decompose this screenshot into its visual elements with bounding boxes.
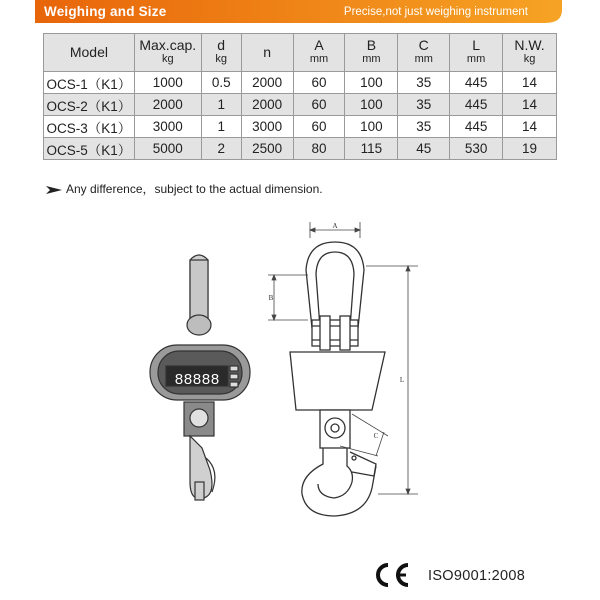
crane-scale-side-view	[290, 242, 385, 516]
header-cell: n	[241, 34, 293, 72]
spec-table	[43, 33, 557, 160]
header-cell: A mm	[293, 34, 345, 72]
table-row	[44, 116, 557, 138]
header-cell: L mm	[450, 34, 503, 72]
header-cell: B mm	[345, 34, 398, 72]
table-cell: 35	[398, 116, 450, 138]
table-header-row	[44, 34, 557, 72]
table-cell: 2000	[134, 94, 201, 116]
header-cell: Model	[44, 34, 135, 72]
table-cell: 2000	[241, 72, 293, 94]
table-cell: OCS-2（K1）	[44, 94, 135, 116]
table-cell: 14	[503, 116, 557, 138]
section-banner	[35, 0, 562, 25]
dimension-label-a: A	[332, 222, 338, 230]
table-cell: 3000	[134, 116, 201, 138]
dimension-label-c: C	[373, 432, 379, 440]
table-cell: 60	[293, 72, 345, 94]
table-cell: 530	[450, 138, 503, 160]
table-cell: 14	[503, 72, 557, 94]
table-cell: 1	[201, 94, 241, 116]
table-cell: 35	[398, 72, 450, 94]
dimension-label-b: B	[268, 294, 274, 302]
table-cell: OCS-3（K1）	[44, 116, 135, 138]
table-cell: 100	[345, 116, 398, 138]
iso-certification: ISO9001:2008	[428, 568, 526, 584]
table-cell: 3000	[241, 116, 293, 138]
table-cell: 100	[345, 94, 398, 116]
table-cell: 19	[503, 138, 557, 160]
header-cell: d kg	[201, 34, 241, 72]
table-cell: 115	[345, 138, 398, 160]
table-cell: OCS-1（K1）	[44, 72, 135, 94]
table-cell: 2000	[241, 94, 293, 116]
note-text: Any difference，subject to the actual dimension.	[66, 182, 323, 196]
crane-scale-drawing	[140, 220, 440, 520]
header-cell: N.W. kg	[503, 34, 557, 72]
dimension-note	[46, 180, 323, 197]
table-row	[44, 72, 557, 94]
table-cell: 445	[450, 116, 503, 138]
display-digits: 88888	[174, 372, 220, 389]
table-cell: OCS-5（K1）	[44, 138, 135, 160]
table-cell: 2500	[241, 138, 293, 160]
arrow-right-icon	[46, 185, 62, 195]
table-cell: 0.5	[201, 72, 241, 94]
table-cell: 445	[450, 94, 503, 116]
table-cell: 80	[293, 138, 345, 160]
banner-title: Weighing and Size	[44, 4, 167, 19]
table-cell: 1000	[134, 72, 201, 94]
table-cell: 445	[450, 72, 503, 94]
table-cell: 60	[293, 94, 345, 116]
table-row	[44, 94, 557, 116]
banner-tagline: Precise,not just weighing instrument	[343, 6, 528, 18]
dimension-label-l: L	[399, 376, 405, 384]
table-cell: 35	[398, 94, 450, 116]
table-cell: 14	[503, 94, 557, 116]
table-cell: 2	[201, 138, 241, 160]
table-row	[44, 138, 557, 160]
table-cell: 5000	[134, 138, 201, 160]
table-cell: 60	[293, 116, 345, 138]
header-cell: Max.cap. kg	[134, 34, 201, 72]
table-cell: 1	[201, 116, 241, 138]
table-cell: 100	[345, 72, 398, 94]
ce-mark-icon	[370, 562, 412, 588]
table-cell: 45	[398, 138, 450, 160]
header-cell: C mm	[398, 34, 450, 72]
